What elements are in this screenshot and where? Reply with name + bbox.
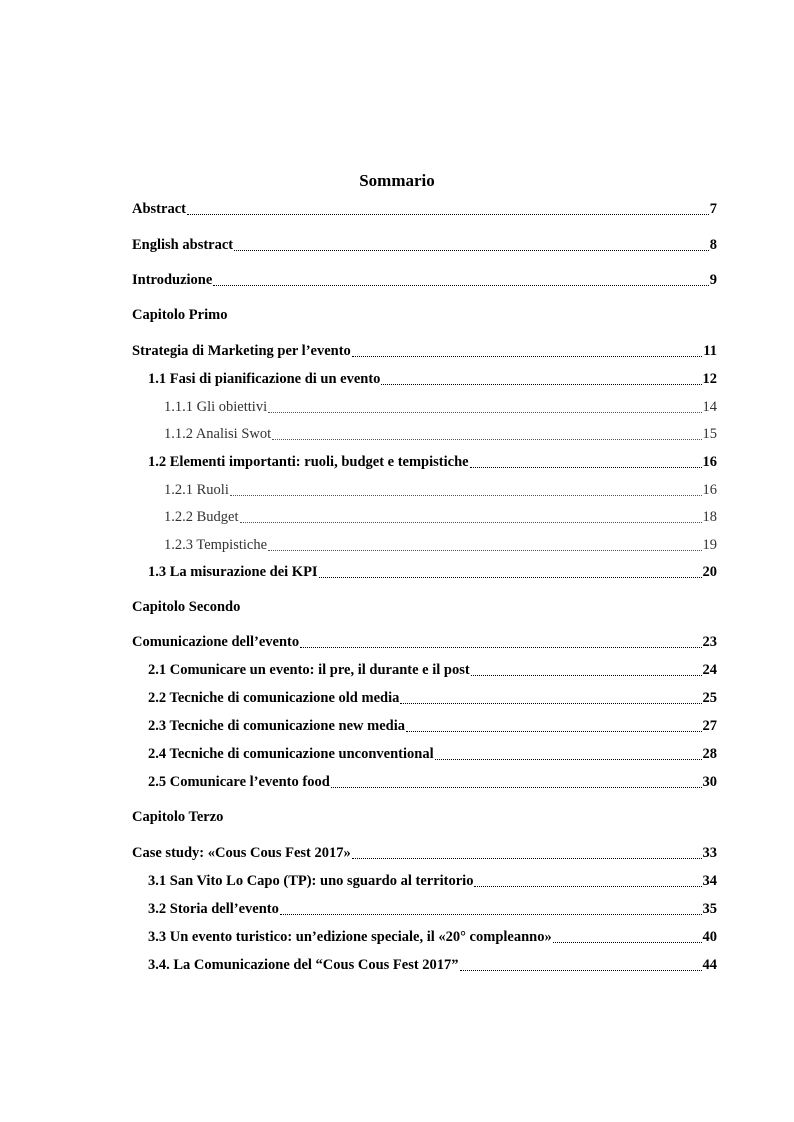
dot-leader [268,412,701,413]
toc-page: 9 [709,272,717,288]
toc-entry [148,689,717,707]
dot-leader [280,914,702,915]
toc-entry [164,398,717,416]
toc-label: 1.2.3 Tempistiche [164,537,268,553]
dot-leader [268,550,701,551]
chapter-heading: Capitolo Primo [132,307,228,323]
toc-entry [132,342,717,360]
toc-entry [132,844,717,862]
toc-page: 16 [702,454,717,470]
dot-leader [300,647,701,648]
toc-page: 16 [702,482,717,498]
toc-page: 24 [702,662,717,678]
toc-entry [148,872,717,890]
toc-label: 2.3 Tecniche di comunicazione new media [148,718,405,734]
toc-page: 30 [702,774,717,790]
toc-entry [164,425,717,443]
toc-page: 12 [702,371,717,387]
toc-page: 33 [702,845,717,861]
toc-page: 35 [702,901,717,917]
toc-page: 11 [703,343,717,359]
dot-leader [352,356,702,357]
toc-label: 2.1 Comunicare un evento: il pre, il durante e il post [148,662,470,678]
toc-label: Abstract [132,201,186,217]
toc-entry [148,453,717,471]
toc-label: 1.2.1 Ruoli [164,482,229,498]
dot-leader [319,577,702,578]
chapter-heading: Capitolo Secondo [132,599,241,615]
toc-page: 28 [702,746,717,762]
toc-entry [148,956,717,974]
toc-label: 3.1 San Vito Lo Capo (TP): uno sguardo al territorio [148,873,474,889]
dot-leader [234,250,709,251]
dot-leader [406,731,702,732]
toc-entry [148,370,717,388]
toc-entry [132,633,717,651]
toc-label: 1.2 Elementi importanti: ruoli, budget e tempistiche [148,454,469,470]
toc-page: 40 [702,929,717,945]
toc-page: 27 [702,718,717,734]
toc-entry-abstract [132,200,717,218]
toc-page: 18 [702,509,717,525]
toc-entry [164,536,717,554]
toc-label: Case study: «Cous Cous Fest 2017» [132,845,351,861]
dot-leader [435,759,702,760]
toc-page: 8 [709,237,717,253]
dot-leader [213,285,708,286]
toc-label: English abstract [132,237,234,253]
toc-label: Strategia di Marketing per l’evento [132,343,351,359]
toc-page: 19 [702,537,717,553]
toc-label: 3.2 Storia dell’evento [148,901,279,917]
dot-leader [470,467,702,468]
toc-label: 1.1 Fasi di pianificazione di un evento [148,371,381,387]
toc-entry [148,563,717,581]
toc-page: 15 [702,426,717,442]
dot-leader [474,886,701,887]
toc-page: 20 [702,564,717,580]
dot-leader [381,384,701,385]
toc-entry [148,900,717,918]
dot-leader [272,439,701,440]
toc-label: 1.3 La misurazione dei KPI [148,564,318,580]
dot-leader [460,970,702,971]
toc-page: 25 [702,690,717,706]
toc-page: 34 [702,873,717,889]
toc-entry [148,745,717,763]
toc-label: 1.1.1 Gli obiettivi [164,399,268,415]
dot-leader [331,787,702,788]
toc-page: 23 [702,634,717,650]
toc-entry [164,508,717,526]
toc-label: 2.2 Tecniche di comunicazione old media [148,690,400,706]
dot-leader [230,495,702,496]
dot-leader [553,942,702,943]
dot-leader [471,675,702,676]
toc-entry [164,481,717,499]
toc-label: 2.4 Tecniche di comunicazione unconventional [148,746,434,762]
page-title: Sommario [359,171,435,190]
toc-entry [148,717,717,735]
chapter-heading: Capitolo Terzo [132,809,224,825]
toc-label: 3.3 Un evento turistico: un’edizione speciale, il «20° compleanno» [148,929,552,945]
dot-leader [240,522,702,523]
dot-leader [352,858,702,859]
toc-label: 3.4. La Comunicazione del “Cous Cous Fest 2017” [148,957,459,973]
toc-label: 2.5 Comunicare l’evento food [148,774,330,790]
toc-label: Comunicazione dell’evento [132,634,300,650]
toc-label: 1.2.2 Budget [164,509,239,525]
toc-entry-english-abstract [132,236,717,254]
toc-page: 44 [702,957,717,973]
toc-page: 7 [709,201,717,217]
toc-entry-introduzione [132,271,717,289]
dot-leader [400,703,701,704]
toc-page: 14 [702,399,717,415]
toc-label: Introduzione [132,272,213,288]
dot-leader [187,214,709,215]
toc-entry [148,773,717,791]
toc-entry [148,928,717,946]
toc-entry [148,661,717,679]
toc-label: 1.1.2 Analisi Swot [164,426,272,442]
